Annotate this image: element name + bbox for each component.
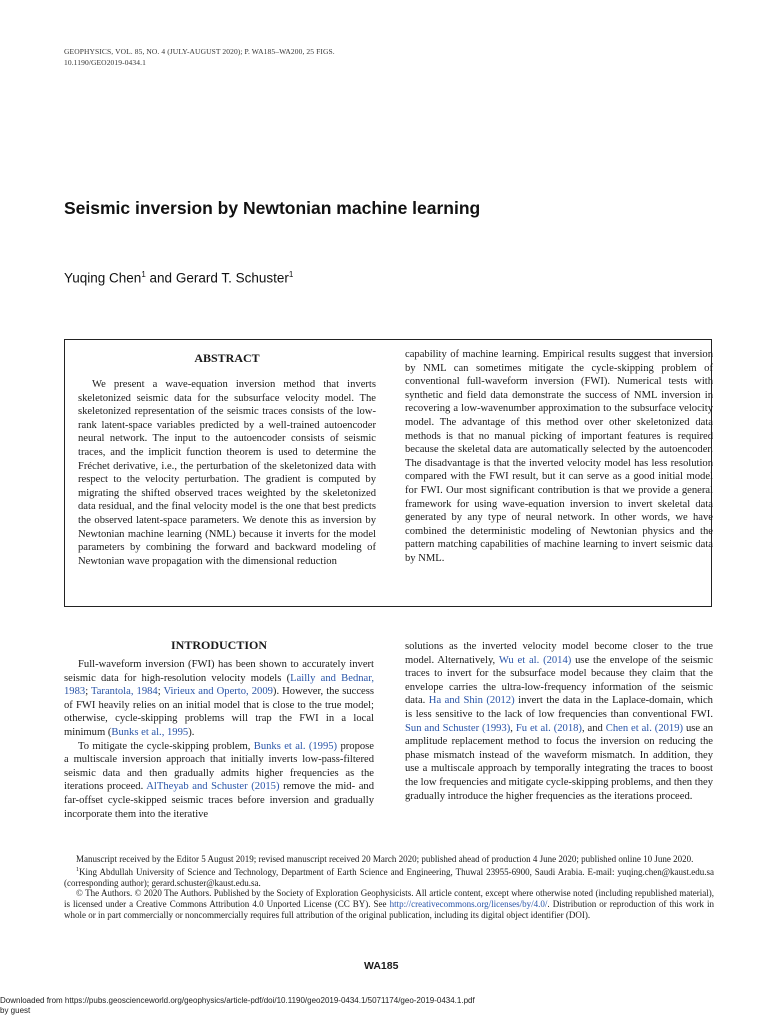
download-by: by guest bbox=[0, 1006, 31, 1015]
citation-link[interactable]: Tarantola, 1984 bbox=[90, 686, 158, 698]
intro-text: ; bbox=[85, 686, 91, 698]
license-text: © The Authors. © 2020 The Authors. Published by the Society of Exploration Geophysicists. All article content, except where otherwise noted (including republished material), is licensed under a Creative Commons Attribution 4.0 Unported License (CC BY). See bbox=[64, 888, 714, 910]
intro-text: ). However, the success of FWI heavily relies on an initial model that is close to the true model; otherwise, cycle-skipping problems will trap the FWI in a local minimum ( bbox=[64, 686, 374, 738]
introduction-right-column bbox=[405, 640, 713, 803]
intro-text: solutions as the inverted velocity model become closer to the true model. Alternatively, bbox=[405, 641, 713, 666]
download-notice bbox=[0, 996, 520, 1016]
journal-doi: 10.1190/GEO2019-0434.1 bbox=[64, 58, 146, 67]
intro-text: To mitigate the cycle-skipping problem, bbox=[78, 740, 254, 752]
citation-link[interactable]: Wu et al. (2014) bbox=[498, 654, 572, 666]
footnote-affiliation bbox=[64, 865, 714, 889]
footnote-license bbox=[64, 888, 714, 920]
citation-link[interactable]: AlTheyab and Schuster (2015) bbox=[146, 781, 280, 793]
intro-text: Full-waveform inversion (FWI) has been shown to accurately invert seismic data for high-resolution velocity models ( bbox=[64, 659, 374, 684]
intro-paragraph-1 bbox=[64, 658, 374, 740]
abstract-heading: ABSTRACT bbox=[194, 351, 260, 365]
journal-citation: GEOPHYSICS, VOL. 85, NO. 4 (JULY-AUGUST 2020); P. WA185–WA200, 25 FIGS. bbox=[64, 47, 335, 56]
paper-title: Seismic inversion by Newtonian machine learning bbox=[64, 198, 481, 218]
footnote-manuscript: Manuscript received by the Editor 5 August 2019; revised manuscript received 20 March 2020; published ahead of production 4 June 2020; published online 10 June 2020. bbox=[76, 854, 694, 864]
introduction-left-column bbox=[64, 658, 374, 821]
introduction-heading: INTRODUCTION bbox=[170, 638, 267, 652]
intro-text: use the envelope of the seismic traces to invert for the subsurface model because they claim that the envelope carries the ultra-low-frequency information of the seismic data. bbox=[405, 654, 714, 707]
footnotes bbox=[64, 854, 714, 921]
abstract-text-left: We present a wave-equation inversion method that inverts skeletonized seismic data for the subsurface velocity model. The skeletonized representation of the seismic traces consists of the low-rank latent-space variables predicted by a well-trained autoencoder neural network. The input to the autoencoder consists of seismic traces, and the implicit function theorem is used to determine the Fréchet derivative, i.e., the perturbation of the skeletonized data with respect to the velocity perturbation. The gradient is computed by migrating the shifted observed traces weighted by the skeletonized data residual, and the final velocity model is the one that best predicts the observed latent-space parameters. We denote this as inversion by Newtonian machine learning (NML) because it inverts for the model parameters by combining the forward and backward modeling of Newtonian wave propagation with the dimensional reduction bbox=[78, 379, 376, 567]
page-number: WA185 bbox=[364, 960, 399, 972]
affil-text: King Abdullah University of Science and Technology, Department of Earth Science and Engineering, Thuwal 23955-6900, Saudi Arabia. E-mail: yuqing.chen@kaust.edu.sa (corresponding author); gerard.schuster@kaust.edu.sa. bbox=[64, 866, 714, 888]
citation-link[interactable]: Fu et al. (2018) bbox=[515, 722, 582, 734]
intro-text: use an amplitude replacement method to focus the inversion on reducing the phase mismatch instead of the waveform mismatch. In addition, they use a multiscale approach by temporally integrating the traces to boost the low frequencies and mitigate cycle-skipping problems, and then they gradually introduce the higher frequencies as the iterations proceed. bbox=[405, 722, 713, 802]
citation-link[interactable]: Bunks et al. (1995) bbox=[253, 740, 338, 752]
citation-link[interactable]: Sun and Schuster (1993) bbox=[405, 722, 511, 734]
intro-paragraph-2 bbox=[64, 740, 374, 822]
author-1-affil: 1 bbox=[141, 270, 146, 279]
journal-header bbox=[64, 46, 335, 68]
intro-text: remove the mid- and far-offset cycle-skipped seismic traces before inversion and gradually incorporate them into the iterative bbox=[64, 781, 375, 820]
citation-link[interactable]: Lailly and Bednar, 1983 bbox=[64, 672, 374, 698]
citation-link[interactable]: Ha and Shin (2012) bbox=[428, 695, 515, 707]
author-line bbox=[64, 270, 293, 286]
abstract-left-column bbox=[78, 378, 376, 568]
abstract-right-column bbox=[405, 348, 713, 566]
author-2: Gerard T. Schuster bbox=[175, 270, 289, 286]
intro-text: propose a multiscale inversion approach that initially inverts low-pass-filtered seismic data and then gradually admits higher frequencies as the iterations proceed. bbox=[64, 740, 374, 793]
intro-paragraph-3 bbox=[405, 640, 713, 803]
intro-text: ). bbox=[188, 726, 195, 738]
author-join: and bbox=[145, 270, 176, 286]
intro-text: invert the data in the Laplace-domain, which is less sensitive to the lack of low frequencies than conventional FWI. bbox=[405, 695, 713, 720]
intro-text: , and bbox=[581, 722, 606, 734]
author-1: Yuqing Chen bbox=[64, 270, 142, 286]
citation-link[interactable]: Virieux and Operto, 2009 bbox=[163, 686, 273, 698]
citation-link[interactable]: Bunks et al., 1995 bbox=[111, 726, 189, 738]
author-2-affil: 1 bbox=[288, 270, 294, 279]
affil-marker: 1 bbox=[76, 866, 79, 873]
intro-text: ; bbox=[157, 686, 164, 698]
license-link[interactable]: http://creativecommons.org/licenses/by/4.0/ bbox=[389, 899, 548, 910]
abstract-text-right: capability of machine learning. Empirical results suggest that inversion by NML can sometimes mitigate the cycle-skipping problem of conventional full-waveform inversion (FWI). Numerical tests with synthetic and field data demonstrate the success of NML inversion in recovering a low-wavenumber approximation to the subsurface velocity model. The advantage of this method over other skeletonized data methods is that no manual picking of important features is required because the skeletal data are automatically selected by the autoencoder. The disadvantage is that the inverted velocity model has less resolution compared with the FWI result, but it can serve as a good initial model for FWI. Our most significant contribution is that we provide a general framework for using wave-equation inversion to invert skeletal data generated by any type of neural network. In other words, we have combined the deterministic modeling of Newtonian physics and the pattern matching capabilities of machine learning to invert seismic data by NML. bbox=[405, 349, 713, 564]
intro-text: , bbox=[510, 722, 516, 734]
download-url: Downloaded from https://pubs.geoscienceworld.org/geophysics/article-pdf/doi/10.1190/geo2019-0434.1/5071174/geo-2019-0434.1.pdf bbox=[0, 996, 475, 1005]
citation-link[interactable]: Chen et al. (2019) bbox=[605, 722, 684, 734]
license-text: . Distribution or reproduction of this work in whole or in part commercially or noncommercially requires full attribution of the original publication, including its digital object identifier (DOI). bbox=[64, 899, 714, 920]
